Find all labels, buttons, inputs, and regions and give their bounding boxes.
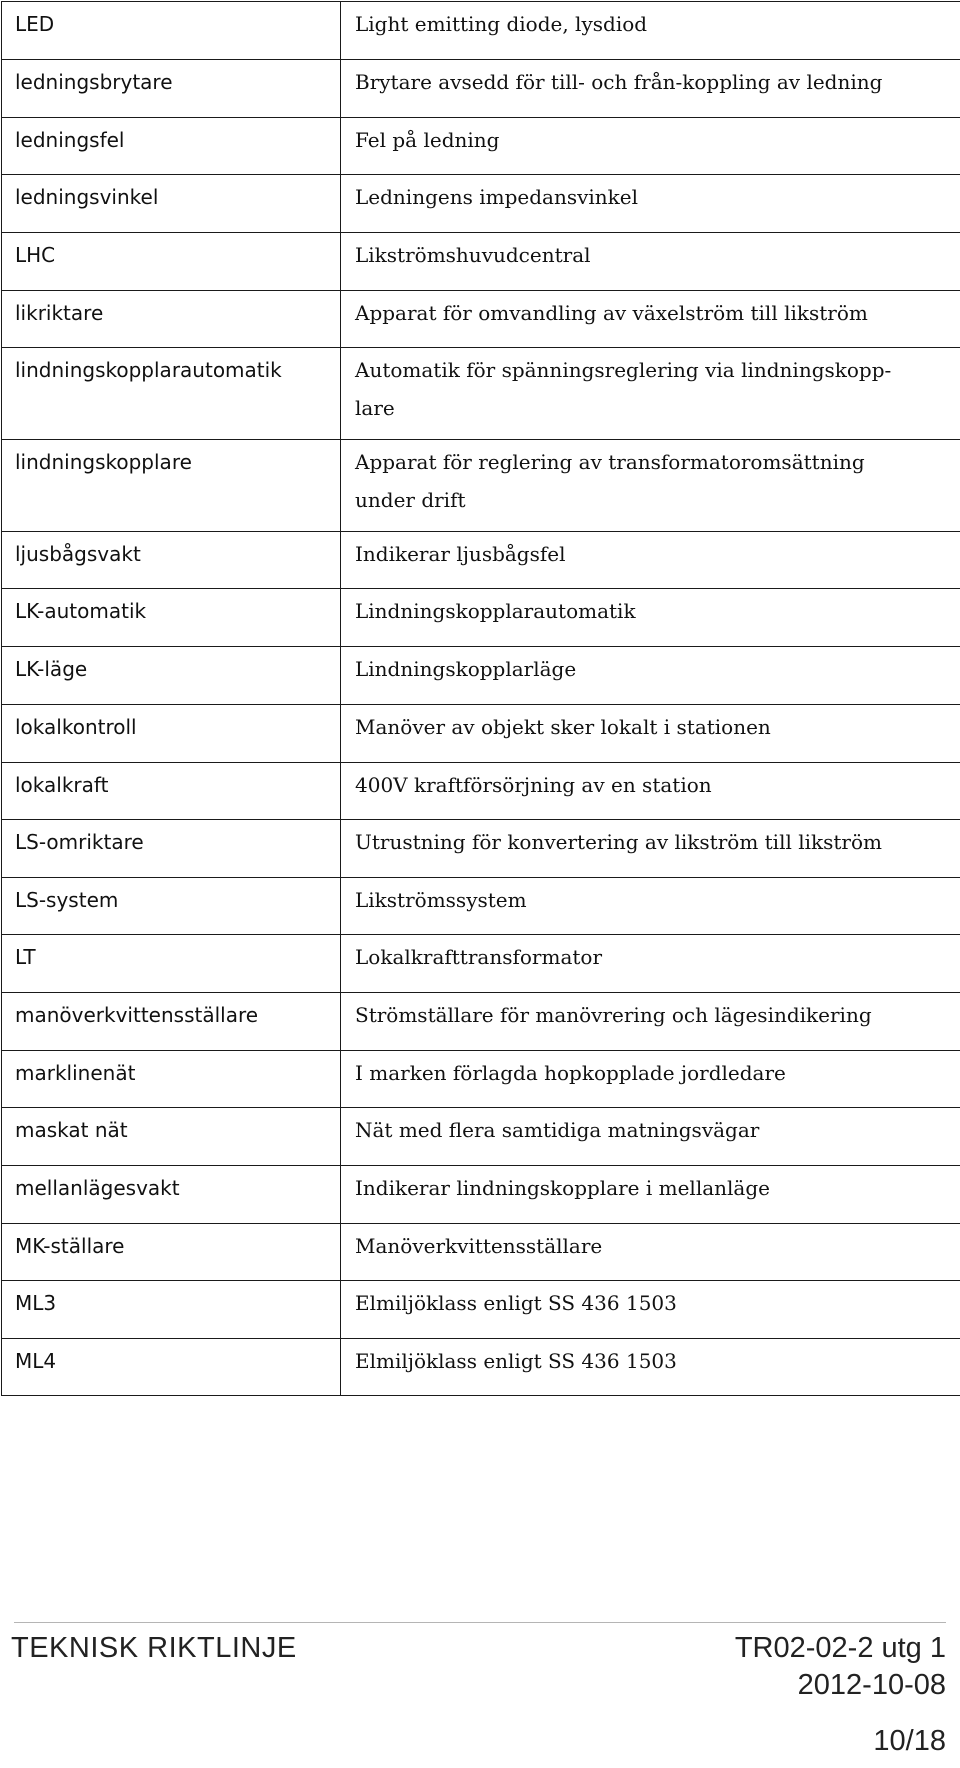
glossary-row [2, 1108, 960, 1166]
glossary-term-cell [2, 1224, 341, 1281]
glossary-term-cell [2, 532, 341, 589]
glossary-term-cell [2, 763, 341, 820]
glossary-term-cell [2, 878, 341, 935]
glossary-row [2, 935, 960, 993]
glossary-definition-cell [341, 993, 960, 1051]
glossary-row [2, 348, 960, 440]
glossary-definition-cell [341, 589, 960, 647]
glossary-term: lindningskopplare [15, 450, 192, 474]
glossary-definition: Ledningens impedansvinkel [355, 185, 639, 209]
glossary-definition-cell [341, 1051, 960, 1108]
glossary-term-cell [2, 1166, 341, 1224]
glossary-term-cell [2, 440, 341, 532]
glossary-term: LHC [15, 243, 56, 267]
glossary-definition: Manöver av objekt sker lokalt i stationen [355, 715, 771, 739]
glossary-term-cell [2, 993, 341, 1051]
glossary-definition-cell [341, 233, 960, 291]
glossary-row [2, 532, 960, 589]
glossary-term: ljusbågsvakt [15, 542, 141, 566]
glossary-row [2, 175, 960, 233]
glossary-row [2, 993, 960, 1051]
glossary-definition: Utrustning för konvertering av likström till likström [355, 830, 883, 854]
glossary-row [2, 647, 960, 705]
glossary-term: LK-läge [15, 657, 88, 681]
glossary-row [2, 1339, 960, 1396]
glossary-row [2, 440, 960, 532]
footer-document-date: 2012-10-08 [797, 1669, 946, 1701]
glossary-term: ML4 [15, 1349, 57, 1373]
glossary-definition: Nät med flera samtidiga matningsvägar [355, 1118, 760, 1142]
glossary-definition-cell [341, 175, 960, 233]
footer-divider [14, 1622, 946, 1623]
glossary-term-cell [2, 589, 341, 647]
glossary-definition: Indikerar ljusbågsfel [355, 542, 566, 566]
glossary-definition: Manöverkvittensställare [355, 1234, 603, 1258]
glossary-term: MK-ställare [15, 1234, 125, 1258]
glossary-definition: 400V kraftförsörjning av en station [355, 773, 712, 797]
glossary-term: LT [15, 945, 36, 969]
glossary-definition: Lindningskopplarautomatik [355, 599, 636, 623]
glossary-definition-cell [341, 1224, 960, 1281]
glossary-term: lindningskopplarautomatik [15, 358, 282, 382]
glossary-definition: Brytare avsedd för till- och från-koppling av ledning [355, 70, 883, 94]
glossary-definition-cell [341, 291, 960, 348]
glossary-term-cell [2, 348, 341, 440]
glossary-definition: Apparat för omvandling av växelström till likström [355, 301, 868, 325]
glossary-definition-cell [341, 60, 960, 118]
glossary-term: lokalkraft [15, 773, 109, 797]
glossary-term: marklinenät [15, 1061, 136, 1085]
glossary-row [2, 1166, 960, 1224]
glossary-definition: Apparat för reglering av transformatoromsättning under drift [355, 450, 865, 512]
glossary-definition: Lokalkrafttransformator [355, 945, 603, 969]
glossary-term-cell [2, 1339, 341, 1396]
glossary-row [2, 60, 960, 118]
glossary-definition: Fel på ledning [355, 128, 500, 152]
glossary-definition-cell [341, 820, 960, 878]
glossary-term: ledningsvinkel [15, 185, 159, 209]
page-number: 10/18 [873, 1725, 946, 1757]
glossary-definition-cell [341, 705, 960, 763]
glossary-definition: Likströmshuvudcentral [355, 243, 591, 267]
glossary-term-cell [2, 175, 341, 233]
glossary-row [2, 1051, 960, 1108]
glossary-term: LK-automatik [15, 599, 147, 623]
glossary-term-cell [2, 2, 341, 60]
glossary-definition: Elmiljöklass enligt SS 436 1503 [355, 1349, 677, 1373]
glossary-term: mellanlägesvakt [15, 1176, 180, 1200]
glossary-definition: Light emitting diode, lysdiod [355, 12, 648, 36]
glossary-term-cell [2, 935, 341, 993]
glossary-definition-cell [341, 348, 960, 440]
glossary-definition-cell [341, 118, 960, 175]
glossary-definition: Likströmssystem [355, 888, 527, 912]
glossary-definition: Lindningskopplarläge [355, 657, 577, 681]
glossary-definition-cell [341, 440, 960, 532]
glossary-term-cell [2, 820, 341, 878]
glossary-row [2, 589, 960, 647]
glossary-definition-cell [341, 763, 960, 820]
glossary-term-cell [2, 1108, 341, 1166]
glossary-row [2, 763, 960, 820]
glossary-term-cell [2, 705, 341, 763]
glossary-term: LS-system [15, 888, 119, 912]
glossary-term: ledningsbrytare [15, 70, 173, 94]
glossary-definition-cell [341, 1108, 960, 1166]
glossary-term-cell [2, 118, 341, 175]
glossary-definition: I marken förlagda hopkopplade jordledare [355, 1061, 786, 1085]
glossary-definition-cell [341, 935, 960, 993]
glossary-term: LS-omriktare [15, 830, 144, 854]
glossary-definition: Strömställare för manövrering och lägesindikering [355, 1003, 872, 1027]
glossary-definition-cell [341, 1166, 960, 1224]
glossary-row [2, 1224, 960, 1281]
glossary-definition-cell [341, 2, 960, 60]
glossary-row [2, 291, 960, 348]
glossary-row [2, 1281, 960, 1339]
glossary-row [2, 118, 960, 175]
glossary-term: manöverkvittensställare [15, 1003, 259, 1027]
glossary-term: LED [15, 12, 55, 36]
glossary-term: maskat nät [15, 1118, 128, 1142]
glossary-row [2, 705, 960, 763]
glossary-definition: Elmiljöklass enligt SS 436 1503 [355, 1291, 677, 1315]
glossary-term-cell [2, 647, 341, 705]
glossary-table [1, 1, 960, 1396]
glossary-term: lokalkontroll [15, 715, 137, 739]
glossary-definition-cell [341, 878, 960, 935]
glossary-term-cell [2, 1051, 341, 1108]
glossary-table-body [2, 2, 960, 1396]
glossary-row [2, 2, 960, 60]
glossary-definition-cell [341, 647, 960, 705]
glossary-row [2, 878, 960, 935]
glossary-term-cell [2, 291, 341, 348]
glossary-term: ledningsfel [15, 128, 125, 152]
glossary-definition-cell [341, 1339, 960, 1396]
glossary-term-cell [2, 60, 341, 118]
glossary-definition-cell [341, 1281, 960, 1339]
glossary-term-cell [2, 233, 341, 291]
glossary-term-cell [2, 1281, 341, 1339]
glossary-row [2, 233, 960, 291]
footer-document-id: TR02-02-2 utg 1 [734, 1632, 946, 1664]
glossary-definition: Automatik för spänningsreglering via lindningskopp- lare [355, 358, 892, 420]
glossary-term: ML3 [15, 1291, 57, 1315]
glossary-definition: Indikerar lindningskopplare i mellanläge [355, 1176, 770, 1200]
footer-document-title: TEKNISK RIKTLINJE [11, 1632, 297, 1664]
glossary-term: likriktare [15, 301, 104, 325]
glossary-row [2, 820, 960, 878]
glossary-definition-cell [341, 532, 960, 589]
